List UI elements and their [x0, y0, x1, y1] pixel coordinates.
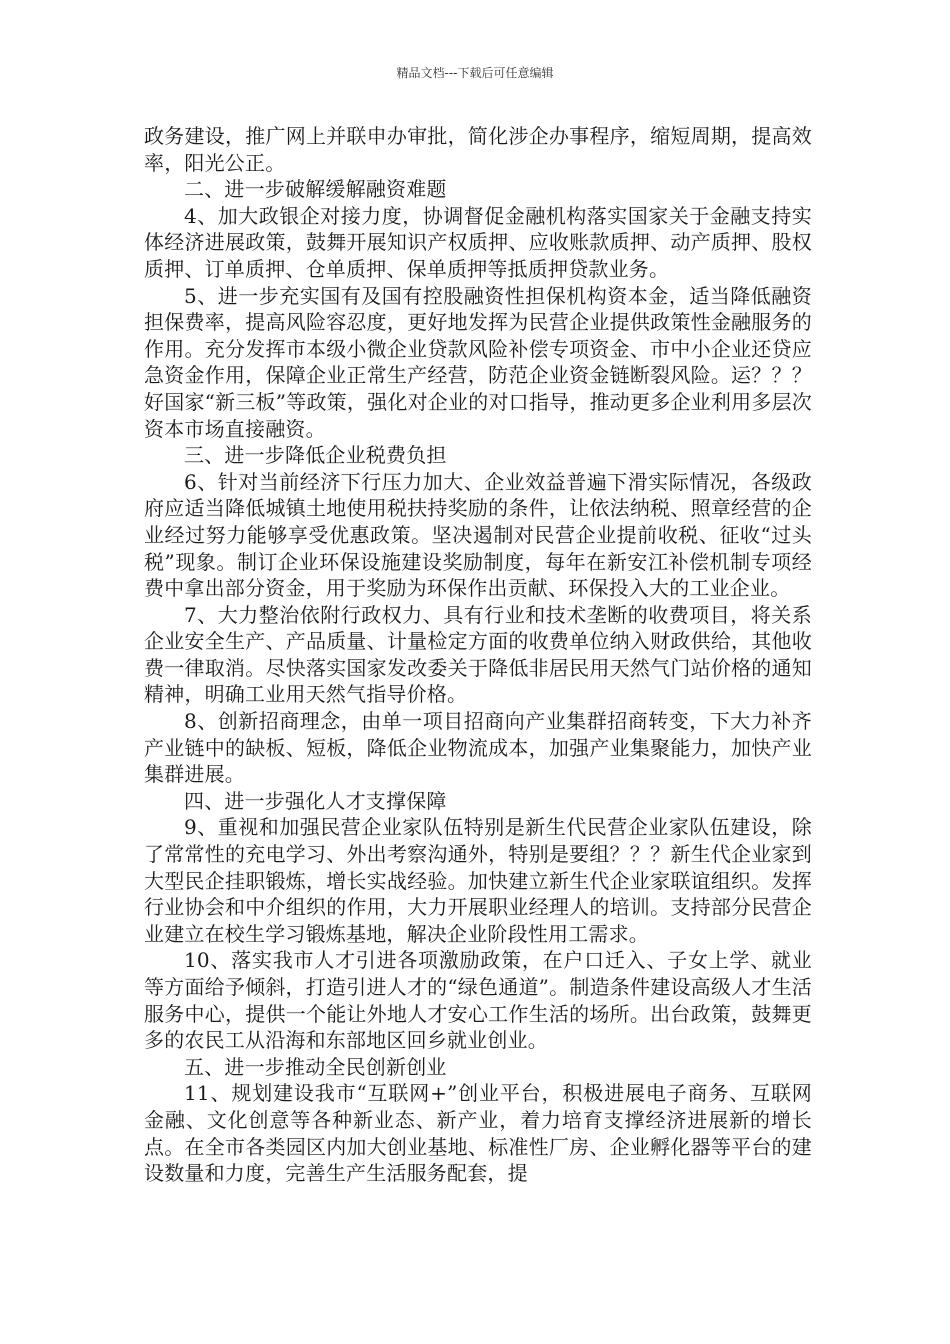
- section-heading: 二、进一步破解缓解融资难题: [184, 177, 447, 202]
- body-paragraph: 政务建设，推广网上并联申办审批，简化涉企办事程序，缩短周期，提高效率，阳光公正。: [144, 124, 812, 175]
- section-heading: 四、进一步强化人才支撑保障: [184, 788, 447, 813]
- body-paragraph: 11、规划建设我市“互联网+”创业平台，积极进展电子商务、互联网金融、文化创意等各种新业态、新产业，着力培育支撑经济进展新的增长点。在全市各类园区内加大创业基地、标准性厂房、企业孵化器等平台的建设数量和力度，完善生产生活服务配套，提: [144, 1081, 812, 1186]
- body-paragraph: 5、进一步充实国有及国有控股融资性担保机构资本金，适当降低融资担保费率，提高风险容忍度，更好地发挥为民营企业提供政策性金融服务的作用。充分发挥市本级小微企业贷款风险补偿专项资金、市中小企业还贷应急资金作用，保障企业正常生产经营，防范企业资金链断裂风险。运？？？好国家“新三板”等政策，强化对企业的对口指导，推动更多企业利用多层次资本市场直接融资。: [144, 283, 812, 441]
- body-paragraph: 4、加大政银企对接力度，协调督促金融机构落实国家关于金融支持实体经济进展政策，鼓舞开展知识产权质押、应收账款质押、动产质押、股权质押、订单质押、仓单质押、保单质押等抵质押贷款业务。: [144, 203, 812, 281]
- document-body: [144, 123, 812, 1187]
- body-paragraph: 6、针对当前经济下行压力加大、企业效益普遍下滑实际情况，各级政府应适当降低城镇土地使用税扶持奖励的条件，让依法纳税、照章经营的企业经过努力能够享受优惠政策。坚决遏制对民营企业提前收税、征收“过头税”现象。制订企业环保设施建设奖励制度，每年在新安江补偿机制专项经费中拿出部分资金，用于奖励为环保作出贡献、环保投入大的工业企业。: [144, 469, 812, 601]
- body-paragraph: 10、落实我市人才引进各项激励政策，在户口迁入、子女上学、就业等方面给予倾斜，打造引进人才的“绿色通道”。制造条件建设高级人才生活服务中心，提供一个能让外地人才安心工作生活的场所。出台政策，鼓舞更多的农民工从沿海和东部地区回乡就业创业。: [144, 948, 812, 1053]
- body-paragraph: 9、重视和加强民营企业家队伍特别是新生代民营企业家队伍建设，除了常常性的充电学习、外出考察沟通外，特别是要组？？？新生代企业家到大型民企挂职锻炼，增长实战经验。加快建立新生代企业家联谊组织。发挥行业协会和中介组织的作用，大力开展职业经理人的培训。支持部分民营企业建立在校生学习锻炼基地，解决企业阶段性用工需求。: [144, 815, 812, 946]
- body-paragraph: 7、大力整治依附行政权力、具有行业和技术垄断的收费项目，将关系企业安全生产、产品质量、计量检定方面的收费单位纳入财政供给，其他收费一律取消。尽快落实国家发改委关于降低非居民用天然气门站价格的通知精神，明确工业用天然气指导价格。: [144, 602, 812, 707]
- page-header: 精品文档---下载后可任意编辑: [396, 66, 554, 80]
- section-heading: 三、进一步降低企业税费负担: [184, 443, 447, 468]
- section-heading: 五、进一步推动全民创新创业: [184, 1054, 447, 1079]
- body-paragraph: 8、创新招商理念，由单一项目招商向产业集群招商转变，下大力补齐产业链中的缺板、短板，降低企业物流成本，加强产业集聚能力，加快产业集群进展。: [144, 709, 812, 787]
